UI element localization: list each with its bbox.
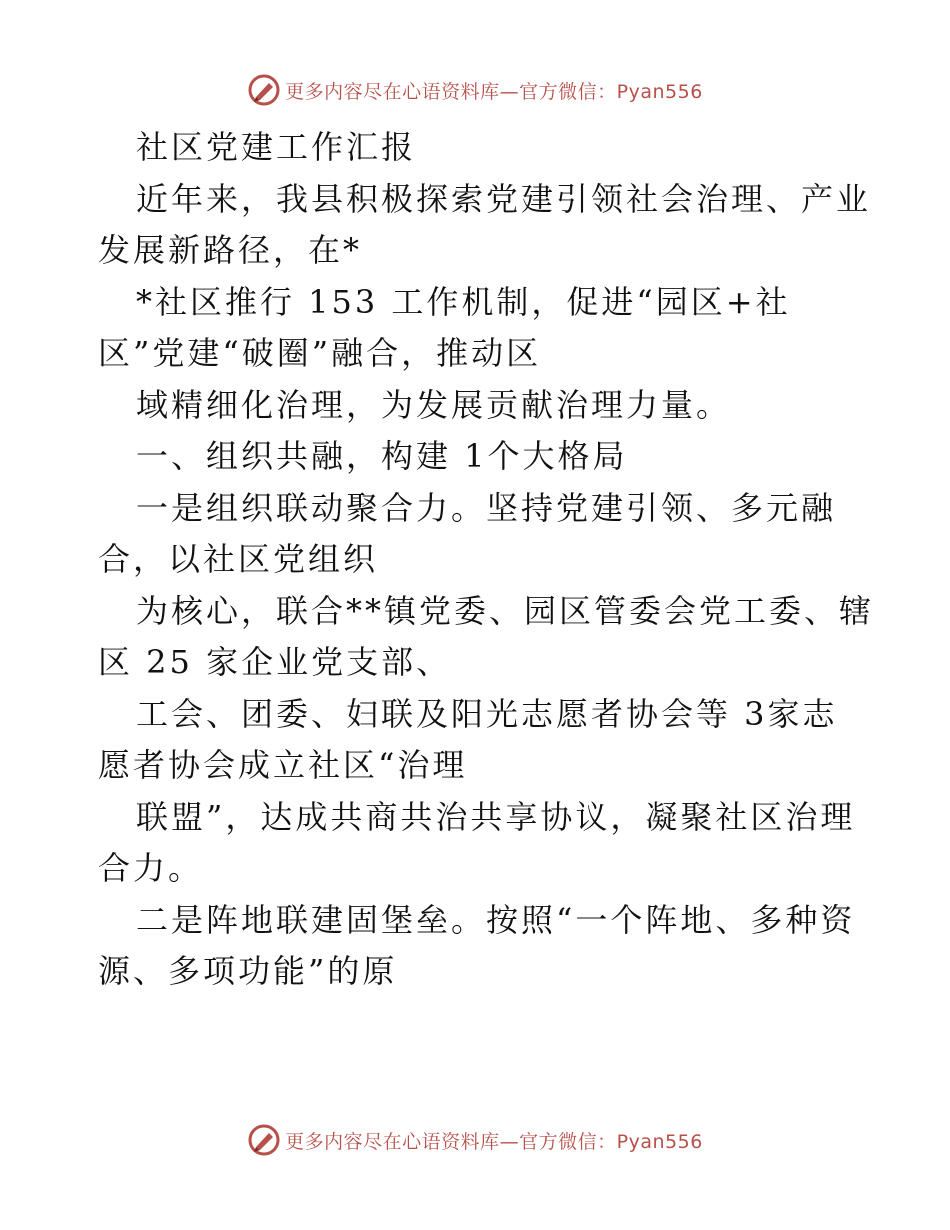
text-line: 区”党建“破圈”融合，推动区 [98, 334, 542, 372]
text-line: 联盟”，达成共商共治共享协议，凝聚社区治理 [136, 797, 856, 836]
text-line: 源、多项功能”的原 [98, 952, 398, 990]
text-line: *社区推行 153 工作机制，促进“园区+社 [136, 282, 791, 321]
text-line: 区 25 家企业党支部、 [98, 643, 452, 681]
header-watermark-text: 更多内容尽在心语资料库—官方微信：Pyan556 [285, 80, 703, 103]
text-line: 一是组织联动聚合力。坚持党建引领、多元融 [136, 488, 837, 527]
text-line: 为核心，联合**镇党委、园区管委会党工委、辖 [136, 591, 875, 630]
text-line: 发展新路径，在* [98, 231, 363, 269]
pen-logo-icon [247, 73, 281, 107]
text-line: 合，以社区党组织 [98, 540, 379, 578]
text-line: 工会、团委、妇联及阳光志愿者协会等 3家志 [136, 694, 838, 733]
footer-watermark-banner [0, 1120, 950, 1160]
text-line: 近年来，我县积极探索党建引领社会治理、产业 [136, 179, 872, 218]
text-line: 社区党建工作汇报 [136, 128, 417, 166]
document-body [98, 122, 875, 998]
text-line: 域精细化治理，为发展贡献治理力量。 [136, 385, 732, 424]
text-line: 一、组织共融，构建 1个大格局 [136, 437, 628, 475]
text-line: 二是阵地联建固堡垒。按照“一个阵地、多种资 [136, 900, 856, 939]
pen-logo-icon [247, 1123, 281, 1157]
text-line: 合力。 [98, 849, 204, 887]
header-watermark-banner [0, 70, 950, 110]
text-line: 愿者协会成立社区“治理 [98, 746, 468, 784]
footer-watermark-text: 更多内容尽在心语资料库—官方微信：Pyan556 [285, 1130, 703, 1153]
